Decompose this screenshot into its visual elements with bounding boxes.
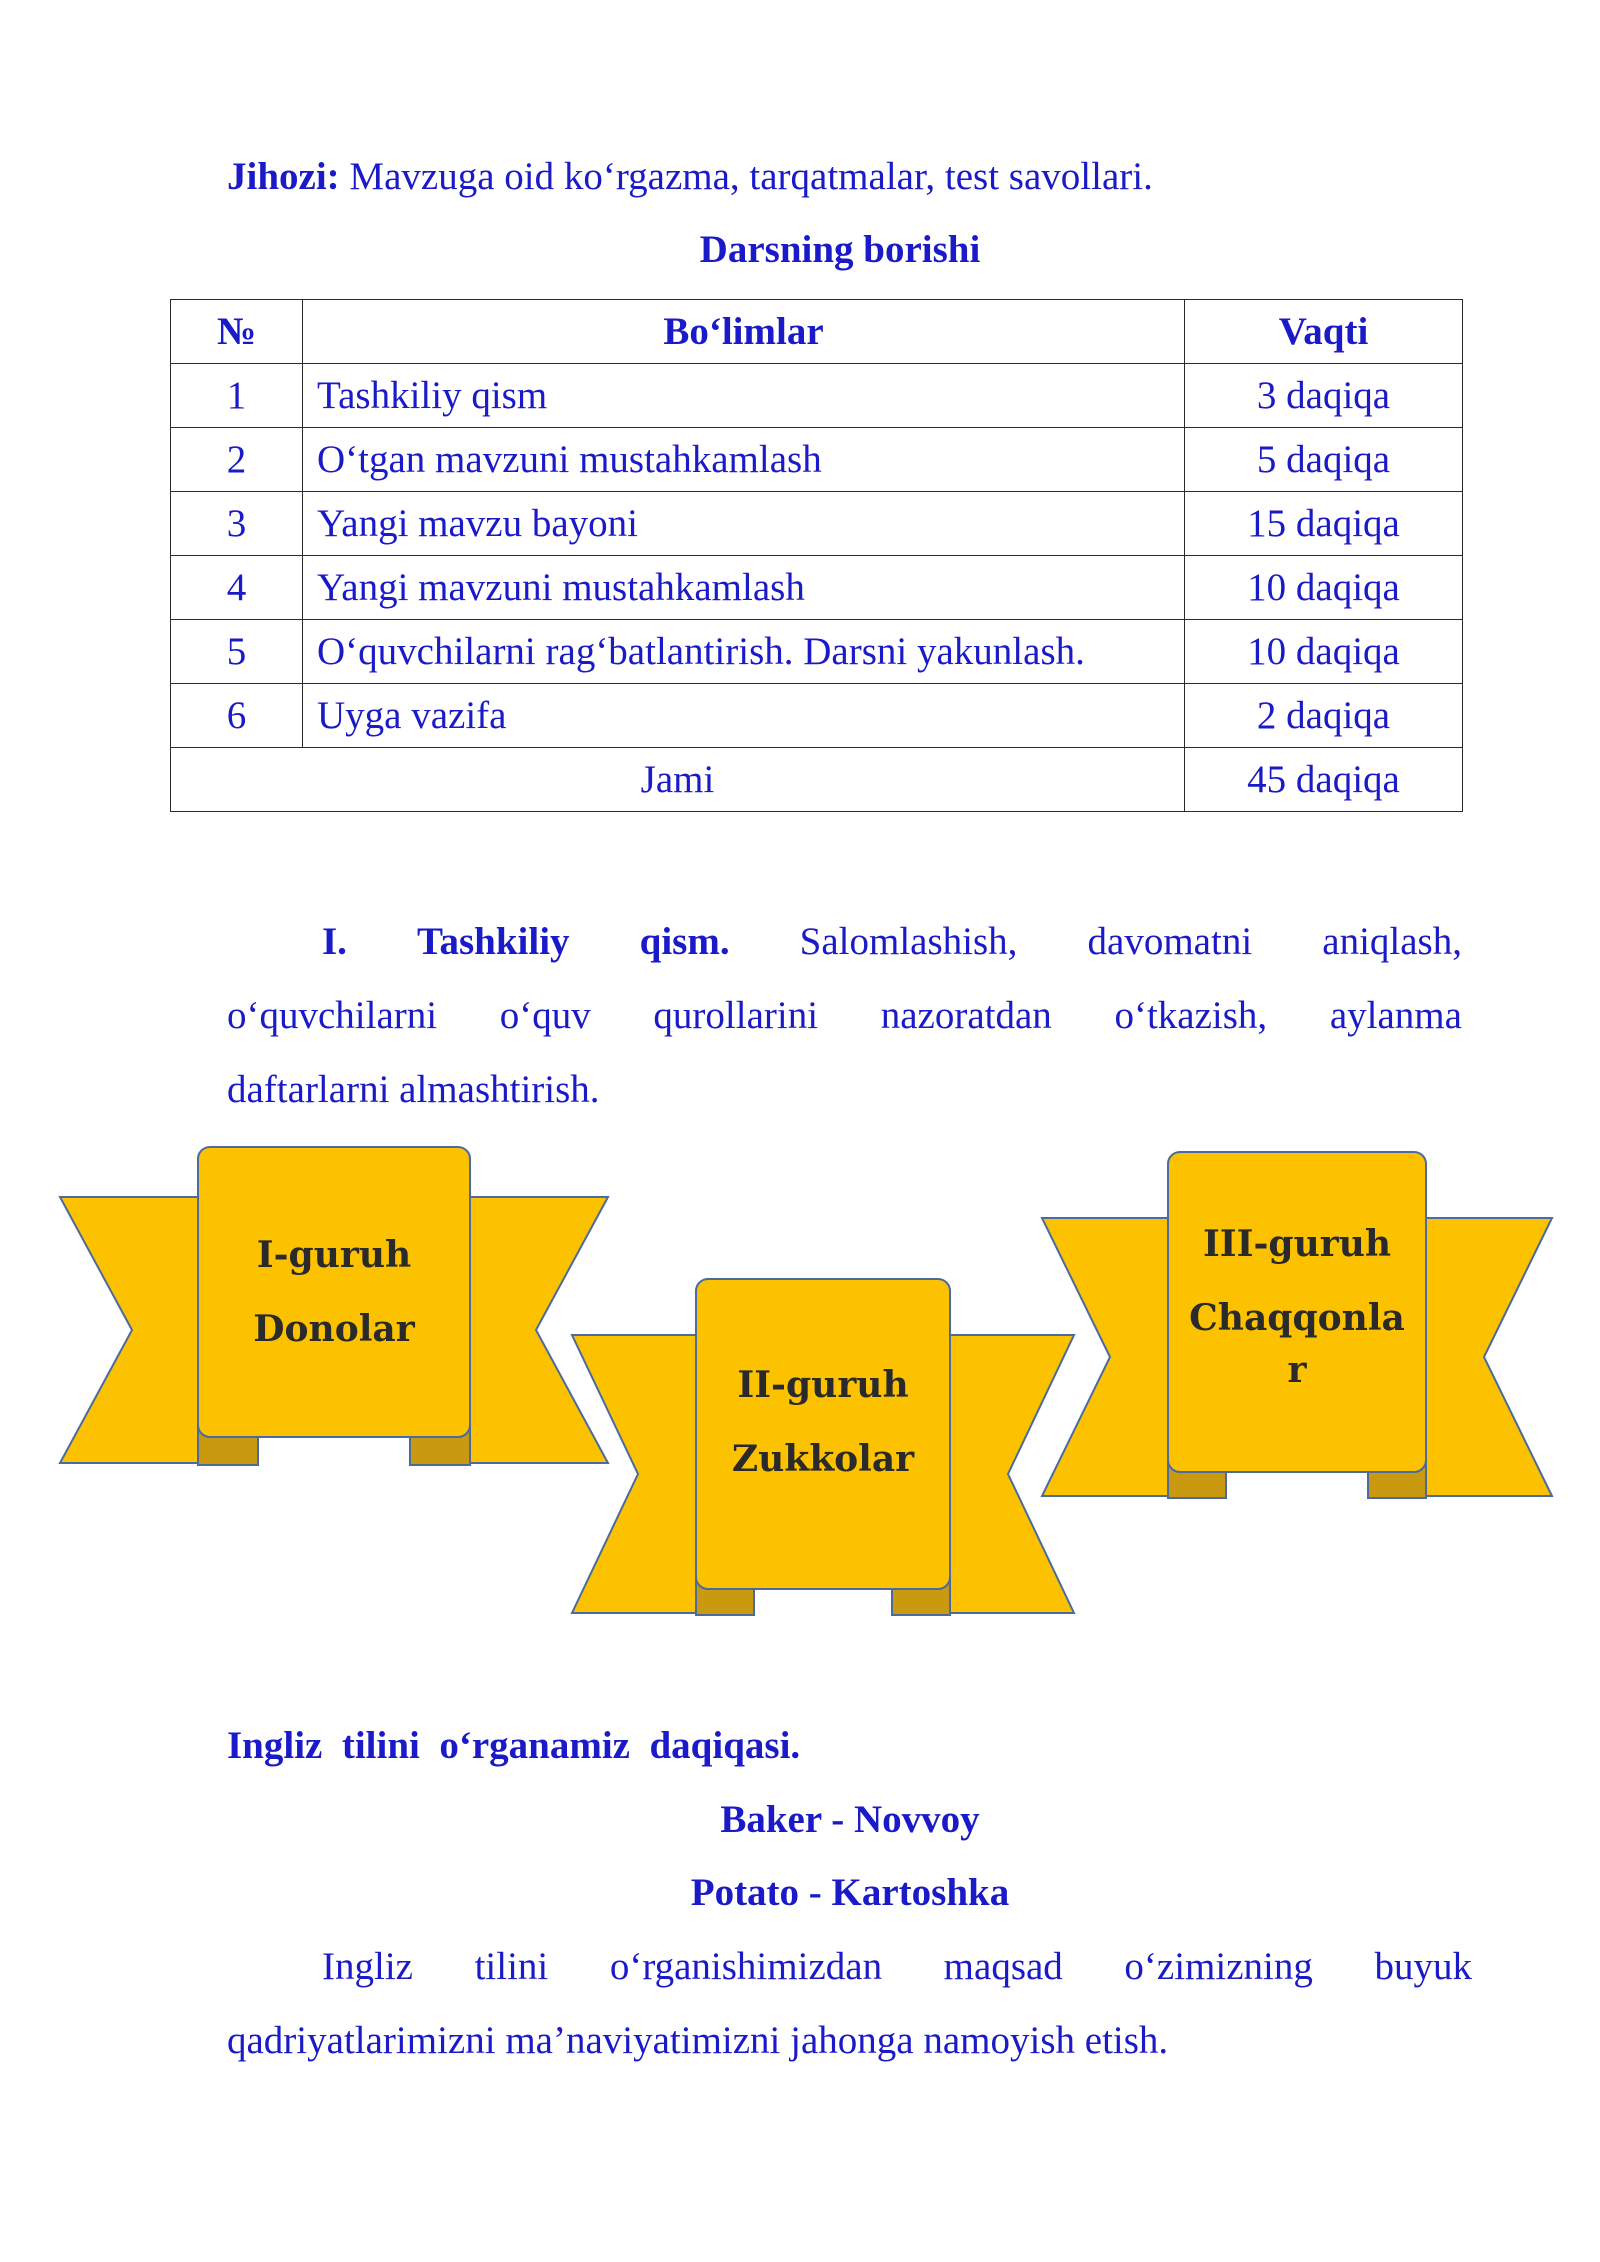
section1-line3: daftarlarni almashtirish. <box>227 1068 600 1111</box>
section1-word: aylanma <box>1329 994 1462 1037</box>
row-time: 3 daqiqa <box>1185 364 1463 428</box>
row-section: Oʻquvchilarni ragʻbatlantirish. Darsni yakunlash. <box>303 620 1185 684</box>
english-word-2: Potato - Kartoshka <box>690 1871 1010 1914</box>
english-heading: Ingliz tilini oʻrganamiz daqiqasi. <box>227 1724 801 1767</box>
table-total-row <box>171 748 1463 812</box>
row-section: Uyga vazifa <box>303 684 1185 748</box>
equipment-line <box>227 153 1153 201</box>
section1-word: davomatni <box>1087 920 1253 963</box>
english-word-1: Baker - Novvoy <box>720 1798 980 1841</box>
header-time: Vaqti <box>1185 300 1463 364</box>
row-section: Oʻtgan mavzuni mustahkamlash <box>303 428 1185 492</box>
section1-word: nazoratdan <box>880 994 1052 1037</box>
english-word: Ingliz <box>322 1945 413 1988</box>
english-word: maqsad <box>943 1945 1063 1988</box>
row-section: Tashkiliy qism <box>303 364 1185 428</box>
row-time: 10 daqiqa <box>1185 620 1463 684</box>
table-row <box>171 684 1463 748</box>
english-word: oʻzimizning <box>1124 1945 1313 1988</box>
table-header-row <box>171 300 1463 364</box>
equipment-label: Jihozi: <box>227 155 340 198</box>
row-time: 2 daqiqa <box>1185 684 1463 748</box>
table-row <box>171 364 1463 428</box>
row-section: Yangi mavzuni mustahkamlash <box>303 556 1185 620</box>
row-num: 5 <box>171 620 303 684</box>
english-word: tilini <box>474 1945 549 1988</box>
row-num: 6 <box>171 684 303 748</box>
group-title: Donolar <box>253 1308 415 1350</box>
english-para-line1 <box>322 1943 1472 1991</box>
group-name: II-guruh <box>737 1364 909 1406</box>
equipment-text: Mavzuga oid koʻrgazma, tarqatmalar, test savollari. <box>349 155 1153 198</box>
section1-line2 <box>227 992 1462 1040</box>
group-banner-1 <box>56 1145 616 1475</box>
lesson-plan-table <box>170 299 1463 812</box>
group-title: Zukkolar <box>731 1438 915 1480</box>
header-section: Boʻlimlar <box>303 300 1185 364</box>
group-banner-3 <box>1038 1150 1558 1505</box>
header-num: № <box>171 300 303 364</box>
total-label: Jami <box>171 748 1185 812</box>
total-time: 45 daqiqa <box>1185 748 1463 812</box>
row-num: 4 <box>171 556 303 620</box>
group-banner-2 <box>568 1277 1078 1622</box>
english-word: oʻrganishimizdan <box>609 1945 883 1988</box>
row-num: 1 <box>171 364 303 428</box>
section1-word: aniqlash, <box>1322 920 1462 963</box>
section1-heading-word: Tashkiliy <box>417 920 570 963</box>
row-time: 15 daqiqa <box>1185 492 1463 556</box>
group-title-cont: r <box>1287 1349 1307 1391</box>
table-row <box>171 620 1463 684</box>
group-name: I-guruh <box>256 1234 412 1276</box>
group-name: III-guruh <box>1202 1223 1392 1265</box>
lesson-plan-title: Darsning borishi <box>699 228 981 271</box>
row-num: 2 <box>171 428 303 492</box>
section1-word: qurollarini <box>653 994 819 1037</box>
section1-line1 <box>322 918 1462 966</box>
group-title: Chaqqonla <box>1189 1297 1405 1339</box>
section1-heading-word: I. <box>322 920 347 963</box>
table-row <box>171 556 1463 620</box>
section1-word: oʻtkazish, <box>1114 994 1268 1037</box>
section1-word: oʻquvchilarni <box>227 994 438 1037</box>
row-section: Yangi mavzu bayoni <box>303 492 1185 556</box>
row-num: 3 <box>171 492 303 556</box>
table-row <box>171 428 1463 492</box>
row-time: 10 daqiqa <box>1185 556 1463 620</box>
table-row <box>171 492 1463 556</box>
section1-word: Salomlashish, <box>799 920 1018 963</box>
section1-heading-word: qism. <box>639 920 730 963</box>
english-para-line2: qadriyatlarimizni maʼnaviyatimizni jahonga namoyish etish. <box>227 2019 1169 2062</box>
row-time: 5 daqiqa <box>1185 428 1463 492</box>
english-word: buyuk <box>1374 1945 1472 1988</box>
section1-word: oʻquv <box>499 994 591 1037</box>
